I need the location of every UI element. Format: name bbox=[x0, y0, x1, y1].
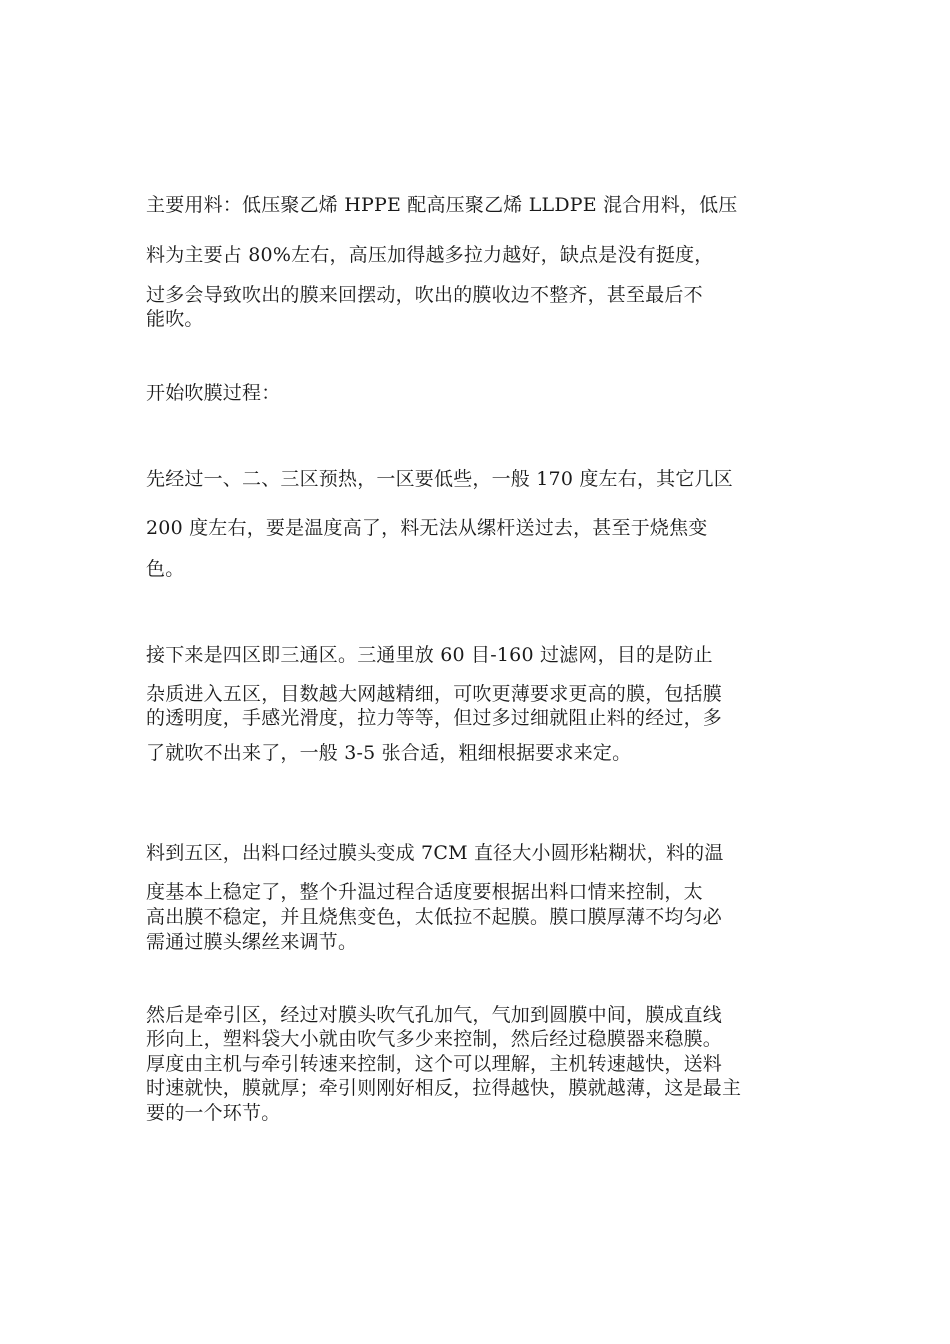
paragraph-5-line-1: 料到五区，出料口经过膜头变成 7CM 直径大小圆形粘糊状，料的温 bbox=[146, 842, 724, 864]
paragraph-1-line-1: 主要用料：低压聚乙烯 HPPE 配高压聚乙烯 LLDPE 混合用料，低压 bbox=[146, 194, 738, 216]
paragraph-5-line-4: 需通过膜头缧丝来调节。 bbox=[146, 931, 358, 953]
paragraph-6-line-3: 厚度由主机与牵引转速来控制，这个可以理解，主机转速越快，送料 bbox=[146, 1053, 723, 1075]
paragraph-4-line-4: 了就吹不出来了，一般 3-5 张合适，粗细根据要求来定。 bbox=[146, 742, 632, 764]
paragraph-1-line-4: 能吹。 bbox=[146, 308, 204, 330]
paragraph-3-line-2: 200 度左右，要是温度高了，料无法从缧杆送过去，甚至于烧焦变 bbox=[146, 517, 708, 539]
paragraph-6-line-2: 形向上，塑料袋大小就由吹气多少来控制，然后经过稳膜器来稳膜。 bbox=[146, 1028, 723, 1050]
paragraph-2-line-1: 开始吹膜过程： bbox=[146, 382, 281, 404]
paragraph-5-line-2: 度基本上稳定了，整个升温过程合适度要根据出料口情来控制，太 bbox=[146, 881, 703, 903]
paragraph-4-line-1: 接下来是四区即三通区。三通里放 60 目-160 过滤网，目的是防止 bbox=[146, 644, 713, 666]
paragraph-6-line-4: 时速就快，膜就厚；牵引则刚好相反，拉得越快，膜就越薄，这是最主 bbox=[146, 1077, 742, 1099]
paragraph-1-line-3: 过多会导致吹出的膜来回摆动，吹出的膜收边不整齐，甚至最后不 bbox=[146, 284, 703, 306]
paragraph-3-line-3: 色。 bbox=[146, 558, 185, 580]
paragraph-4-line-3: 的透明度，手感光滑度，拉力等等，但过多过细就阻止料的经过，多 bbox=[146, 707, 723, 729]
paragraph-6-line-1: 然后是牵引区，经过对膜头吹气孔加气，气加到圆膜中间，膜成直线 bbox=[146, 1004, 723, 1026]
paragraph-1-line-2: 料为主要占 80%左右，高压加得越多拉力越好，缺点是没有挺度， bbox=[146, 244, 714, 266]
paragraph-4-line-2: 杂质进入五区，目数越大网越精细，可吹更薄要求更高的膜，包括膜 bbox=[146, 683, 723, 705]
paragraph-6-line-5: 要的一个环节。 bbox=[146, 1102, 281, 1124]
paragraph-3-line-1: 先经过一、二、三区预热，一区要低些，一般 170 度左右，其它几区 bbox=[146, 468, 733, 490]
paragraph-5-line-3: 高出膜不稳定，并且烧焦变色，太低拉不起膜。膜口膜厚薄不均匀必 bbox=[146, 906, 723, 928]
